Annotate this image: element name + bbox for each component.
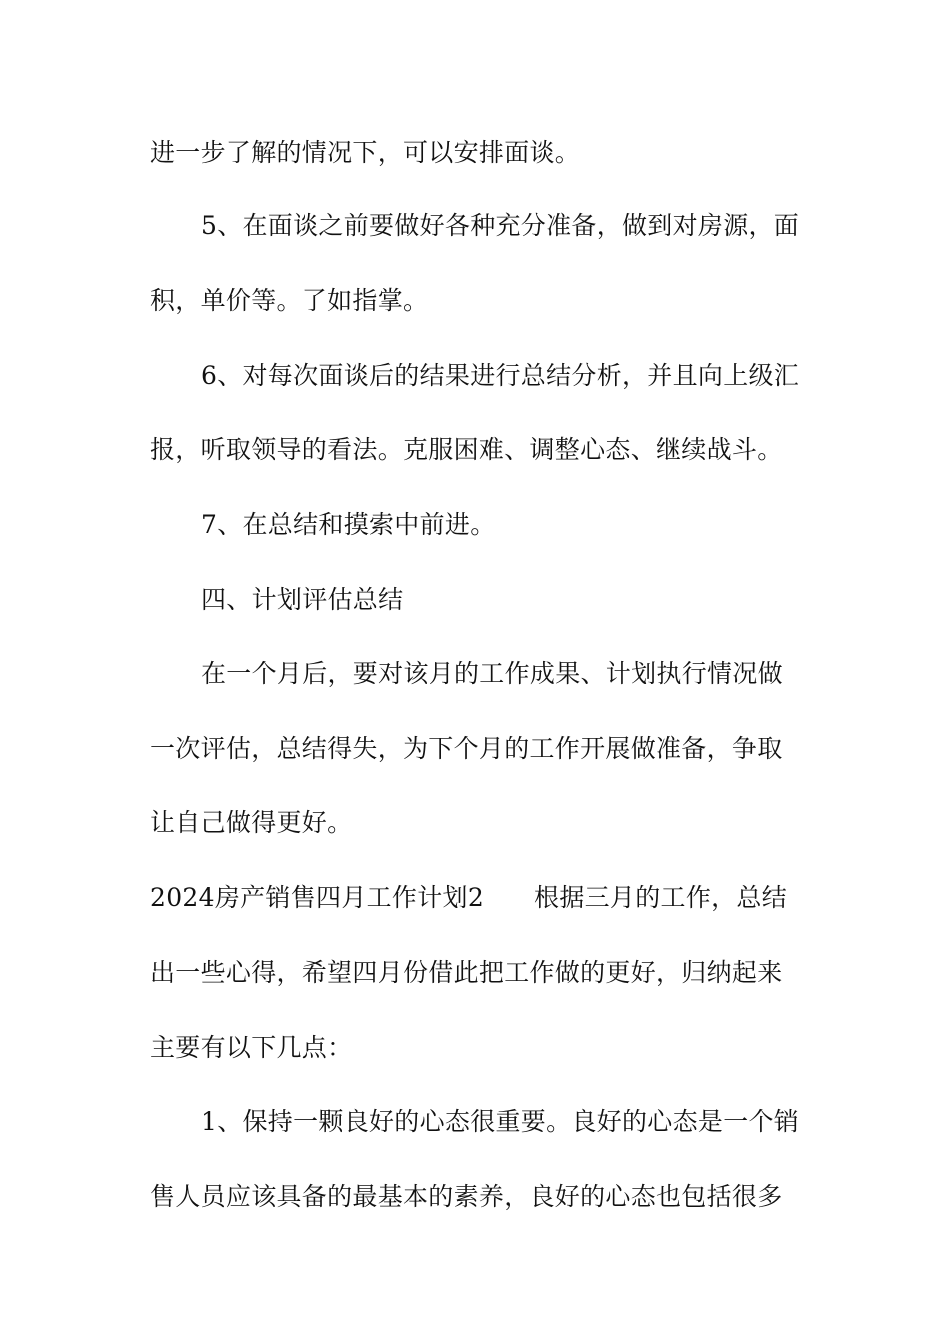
text-line-15: 售人员应该具备的最基本的素养，良好的心态也包括很多 (150, 1182, 783, 1211)
plan-intro: 根据三月的工作，总结 (534, 883, 788, 912)
text-line-3: 积，单价等。了如指掌。 (150, 286, 429, 315)
plan-title: 2024房产销售四月工作计划2 (150, 883, 485, 912)
text-line-14: 1、保持一颗良好的心态很重要。良好的心态是一个销 (201, 1107, 800, 1136)
text-line-13: 主要有以下几点： (150, 1033, 353, 1062)
text-line-10: 让自己做得更好。 (150, 808, 353, 837)
section-heading: 四、计划评估总结 (201, 585, 404, 614)
text-line-1: 进一步了解的情况下，可以安排面谈。 (150, 138, 581, 167)
text-line-12: 出一些心得，希望四月份借此把工作做的更好，归纳起来 (150, 958, 783, 987)
text-line-4: 6、对每次面谈后的结果进行总结分析，并且向上级汇 (201, 361, 800, 390)
text-line-8: 在一个月后，要对该月的工作成果、计划执行情况做 (201, 659, 783, 688)
text-line-6: 7、在总结和摸索中前进。 (201, 510, 496, 539)
text-line-11 (150, 878, 810, 918)
text-line-9: 一次评估，总结得失，为下个月的工作开展做准备，争取 (150, 734, 783, 763)
text-line-5: 报，听取领导的看法。克服困难、调整心态、继续战斗。 (150, 435, 783, 464)
text-line-2: 5、在面谈之前要做好各种充分准备，做到对房源，面 (201, 211, 800, 240)
